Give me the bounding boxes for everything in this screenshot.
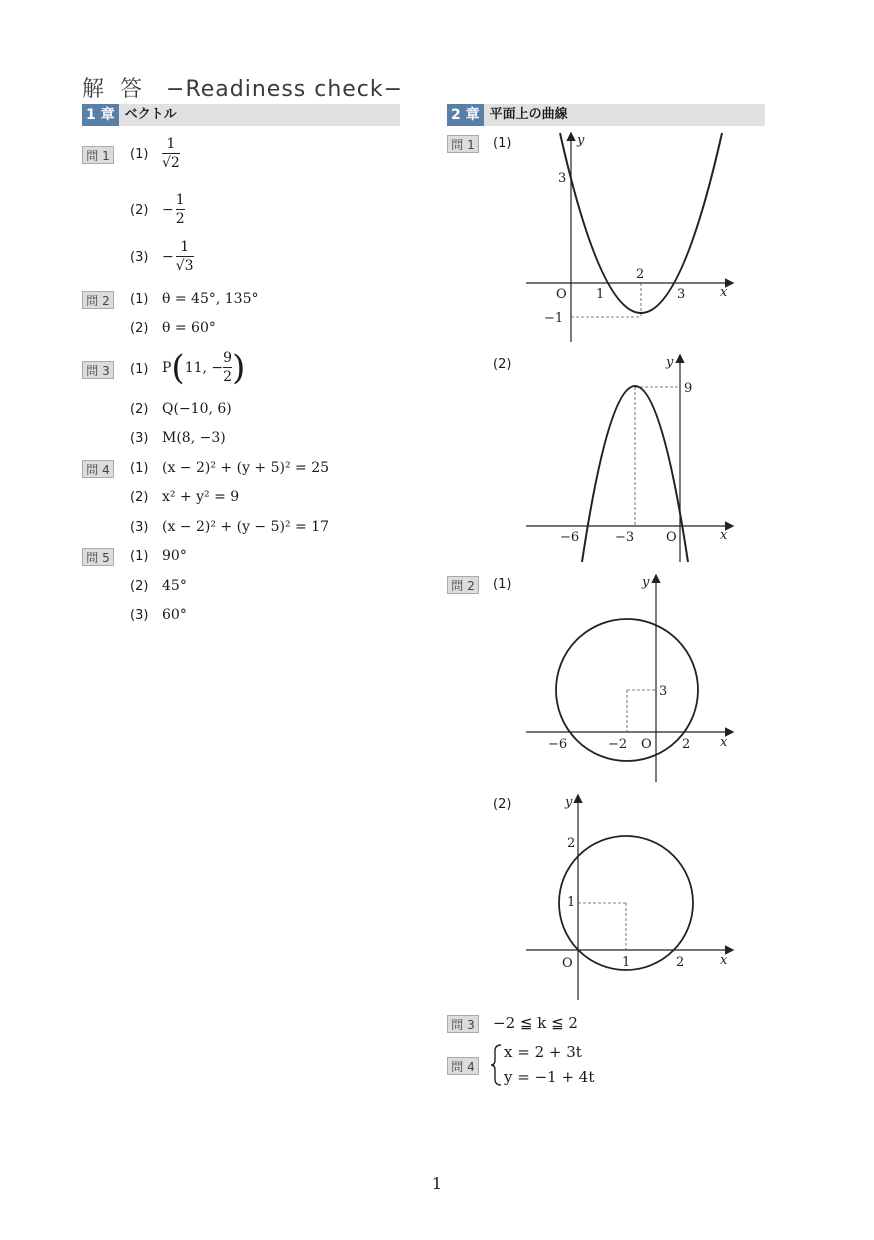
sub-label: (2) (130, 579, 149, 594)
coordinate-text: 11, − (184, 360, 224, 376)
sub-label: (2) (130, 402, 149, 417)
y-label: y (666, 355, 674, 370)
sub-label: (2) (130, 321, 149, 336)
fraction (162, 136, 180, 172)
sub-label: (1) (130, 461, 149, 476)
fraction (223, 350, 232, 386)
question-5-label: 問 5 (82, 548, 114, 566)
graph-parabola-downward (520, 350, 744, 564)
sub-label: (1) (130, 549, 149, 564)
tick-label: 2 (676, 955, 685, 970)
minus-sign: − (162, 202, 174, 218)
x-label: x (720, 735, 728, 750)
sub-label: (1) (493, 136, 512, 151)
graph-circle-2 (520, 790, 744, 1004)
answer-q5-1: 90° (162, 548, 187, 564)
point-name: P (162, 360, 172, 376)
r-question-1-label: 問 1 (447, 135, 479, 153)
x-label: x (720, 953, 728, 968)
denominator: √2 (162, 155, 180, 171)
answer-q4-2: x² + y² = 9 (162, 489, 240, 505)
tick-label: −6 (548, 737, 568, 752)
y-label: y (642, 575, 650, 590)
numerator: 1 (180, 239, 190, 255)
sub-label: (3) (130, 608, 149, 623)
sub-label: (1) (130, 147, 149, 162)
right-paren: ) (232, 348, 246, 388)
tick-label: −1 (544, 311, 564, 326)
sub-label: (2) (493, 357, 512, 372)
answer-q1-2 (162, 192, 185, 228)
answer-q2-1: θ = 45°, 135° (162, 291, 259, 307)
answer-q3-1 (162, 348, 245, 388)
r-question-4-label: 問 4 (447, 1057, 479, 1075)
graph-circle-1 (520, 570, 744, 786)
numerator: 1 (175, 192, 185, 208)
denominator: 2 (175, 211, 185, 227)
page-number: 1 (431, 1174, 443, 1193)
tick-label: −6 (560, 530, 580, 545)
numerator: 9 (223, 350, 233, 366)
tick-label: 1 (622, 955, 631, 970)
page-title (82, 72, 403, 103)
sub-label: (2) (130, 203, 149, 218)
x-label: x (720, 528, 728, 543)
answer-r-q4-line2: y = −1 + 4t (504, 1068, 595, 1086)
sub-label: (2) (130, 490, 149, 505)
tick-label: −3 (615, 530, 635, 545)
numerator: 1 (166, 136, 176, 152)
chapter-1-number: 1 章 (82, 104, 119, 126)
origin-label: O (556, 287, 567, 302)
tick-label: 3 (677, 287, 686, 302)
question-3-label: 問 3 (82, 361, 114, 379)
chapter-2-number: 2 章 (447, 104, 484, 126)
title-en: −Readiness check− (166, 77, 404, 102)
tick-label: 3 (659, 684, 668, 699)
denominator: √3 (175, 258, 194, 274)
question-4-label: 問 4 (82, 460, 114, 478)
answer-q3-3: M(8, −3) (162, 430, 226, 446)
answer-q4-3: (x − 2)² + (y − 5)² = 17 (162, 519, 330, 535)
question-1-label: 問 1 (82, 146, 114, 164)
origin-label: O (641, 737, 652, 752)
sub-label: (2) (493, 797, 512, 812)
sub-label: (3) (130, 250, 149, 265)
graph-parabola-upward (520, 128, 744, 346)
origin-label: O (666, 530, 677, 545)
answer-r-q4-line1: x = 2 + 3t (504, 1043, 582, 1061)
sub-label: (3) (130, 520, 149, 535)
tick-label: 2 (567, 836, 576, 851)
origin-label: O (562, 956, 573, 971)
fraction (176, 192, 185, 228)
tick-label: 3 (558, 171, 567, 186)
r-question-2-label: 問 2 (447, 576, 479, 594)
chapter-1-header (82, 104, 400, 126)
tick-label: 1 (567, 895, 576, 910)
chapter-1-name: ベクトル (124, 107, 177, 122)
sub-label: (1) (130, 362, 149, 377)
x-label: x (720, 285, 728, 300)
answer-q1-1 (162, 136, 180, 172)
tick-label: −2 (608, 737, 628, 752)
title-ja: 解答 (82, 77, 159, 102)
chapter-2-header (447, 104, 765, 126)
tick-label: 2 (636, 267, 645, 282)
tick-label: 9 (684, 381, 693, 396)
answer-r-q3: −2 ≦ k ≦ 2 (493, 1014, 578, 1032)
tick-label: 1 (596, 287, 605, 302)
tick-label: 2 (682, 737, 691, 752)
answer-q2-2: θ = 60° (162, 320, 216, 336)
sub-label: (1) (493, 577, 512, 592)
answer-q5-2: 45° (162, 578, 187, 594)
sub-label: (1) (130, 292, 149, 307)
left-paren: ( (171, 348, 185, 388)
brace-icon (489, 1043, 503, 1087)
question-2-label: 問 2 (82, 291, 114, 309)
answer-q4-1: (x − 2)² + (y + 5)² = 25 (162, 460, 330, 476)
y-label: y (565, 795, 573, 810)
denominator: 2 (223, 369, 233, 385)
minus-sign: − (162, 249, 174, 265)
answer-q3-2: Q(−10, 6) (162, 401, 232, 417)
answer-q1-3 (162, 239, 194, 275)
sub-label: (3) (130, 431, 149, 446)
r-question-3-label: 問 3 (447, 1015, 479, 1033)
y-label: y (577, 133, 585, 148)
chapter-2-name: 平面上の曲線 (489, 107, 568, 122)
fraction (176, 239, 194, 275)
answer-q5-3: 60° (162, 607, 187, 623)
